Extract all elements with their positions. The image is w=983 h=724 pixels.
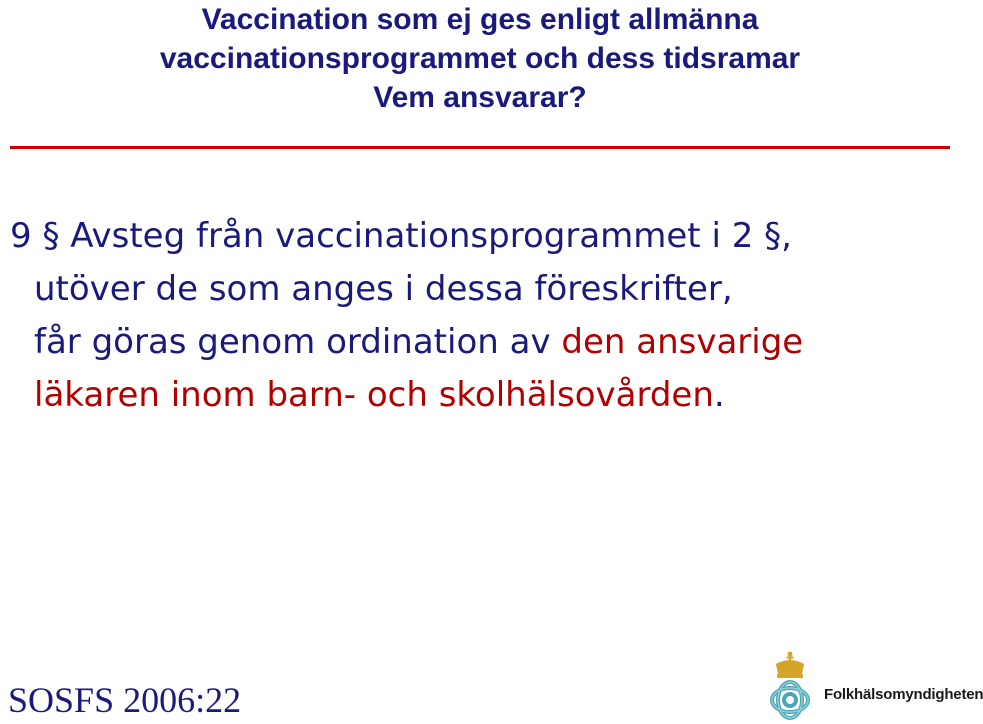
body-line-1: 9 § Avsteg från vaccinationsprogrammet i 2 §, [10, 216, 792, 256]
regulation-reference: SOSFS 2006:22 [8, 680, 242, 720]
agency-name: Folkhälsomyndigheten [824, 686, 983, 703]
slide-title [0, 0, 960, 117]
title-line-2: vaccinationsprogrammet och dess tidsramar [159, 42, 801, 75]
body-line-4 [10, 369, 940, 422]
title-line-3: Vem ansvarar? [373, 81, 587, 114]
body-line-2: utöver de som anges i dessa föreskrifter, [34, 269, 733, 309]
body-line-4-end: . [713, 375, 725, 415]
body-line-3 [10, 316, 940, 369]
body-line-3-highlight: den ansvarige [561, 322, 804, 362]
body-line-3-plain: får göras genom ordination av [34, 322, 562, 362]
title-divider [10, 146, 950, 149]
title-line-1: Vaccination som ej ges enligt allmänna [201, 3, 759, 36]
regulation-text [10, 210, 940, 422]
body-line-4-highlight: läkaren inom barn- och skolhälsovården [34, 375, 714, 415]
crown-emblem-icon [758, 650, 822, 724]
agency-logo [758, 650, 983, 724]
